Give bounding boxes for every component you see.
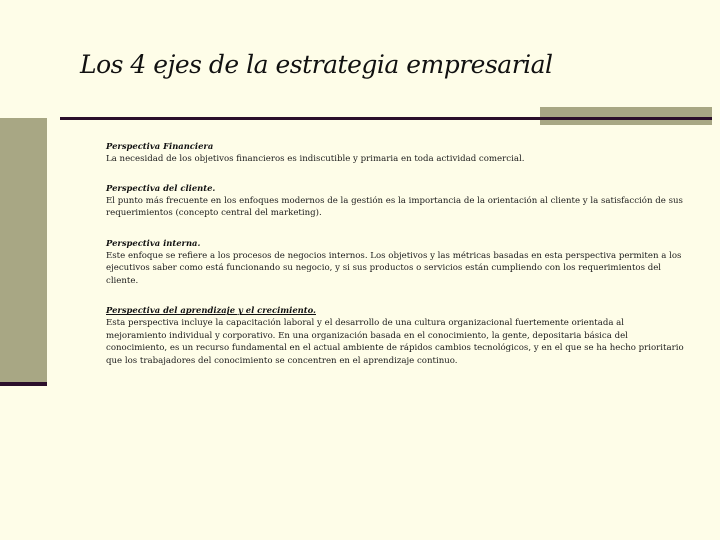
section-heading: Perspectiva del cliente. [106,183,216,194]
section-text: El punto más frecuente en los enfoques modernos de la gestión es la importancia de la orientación al cliente y la satisfacción de sus requerimientos (concepto central del marketing). [106,195,683,219]
header-accent-box [540,107,712,125]
section-aprendizaje [106,304,686,367]
section-heading: Perspectiva del aprendizaje y el crecimiento. [106,305,316,316]
section-financiera [106,140,686,165]
section-text: Esta perspectiva incluye la capacitación laboral y el desarrollo de una cultura organizacional fuertemente orientada al mejoramiento individual y corporativo. En una organización basada en el conocimiento, la gente, depositaria básica del conocimiento, es un recurso fundamental en el actual ambiente de rápidos cambios tecnológicos, y en el que se ha hecho prioritario que los trabajadores del conocimiento se concentren en el aprendizaje continuo. [106,317,684,366]
section-heading: Perspectiva Financiera [106,141,214,151]
slide-content [106,140,686,367]
section-interna [106,237,686,287]
section-cliente [106,182,686,220]
left-accent-bar [0,118,47,382]
slide-title: Los 4 ejes de la estrategia empresarial [80,50,553,79]
left-accent-bar-edge [0,382,47,386]
section-heading: Perspectiva interna. [106,237,201,248]
title-divider [60,117,712,120]
section-text: Este enfoque se refiere a los procesos de negocios internos. Los objetivos y las métricas basadas en esta perspectiva permiten a los ejecutivos saber como está funcionando su negocio, y si sus productos o servicios están cumpliendo con los requerimientos del cliente. [106,250,682,286]
section-text: La necesidad de los objetivos financieros es indiscutible y primaria en toda actividad comercial. [106,153,525,164]
